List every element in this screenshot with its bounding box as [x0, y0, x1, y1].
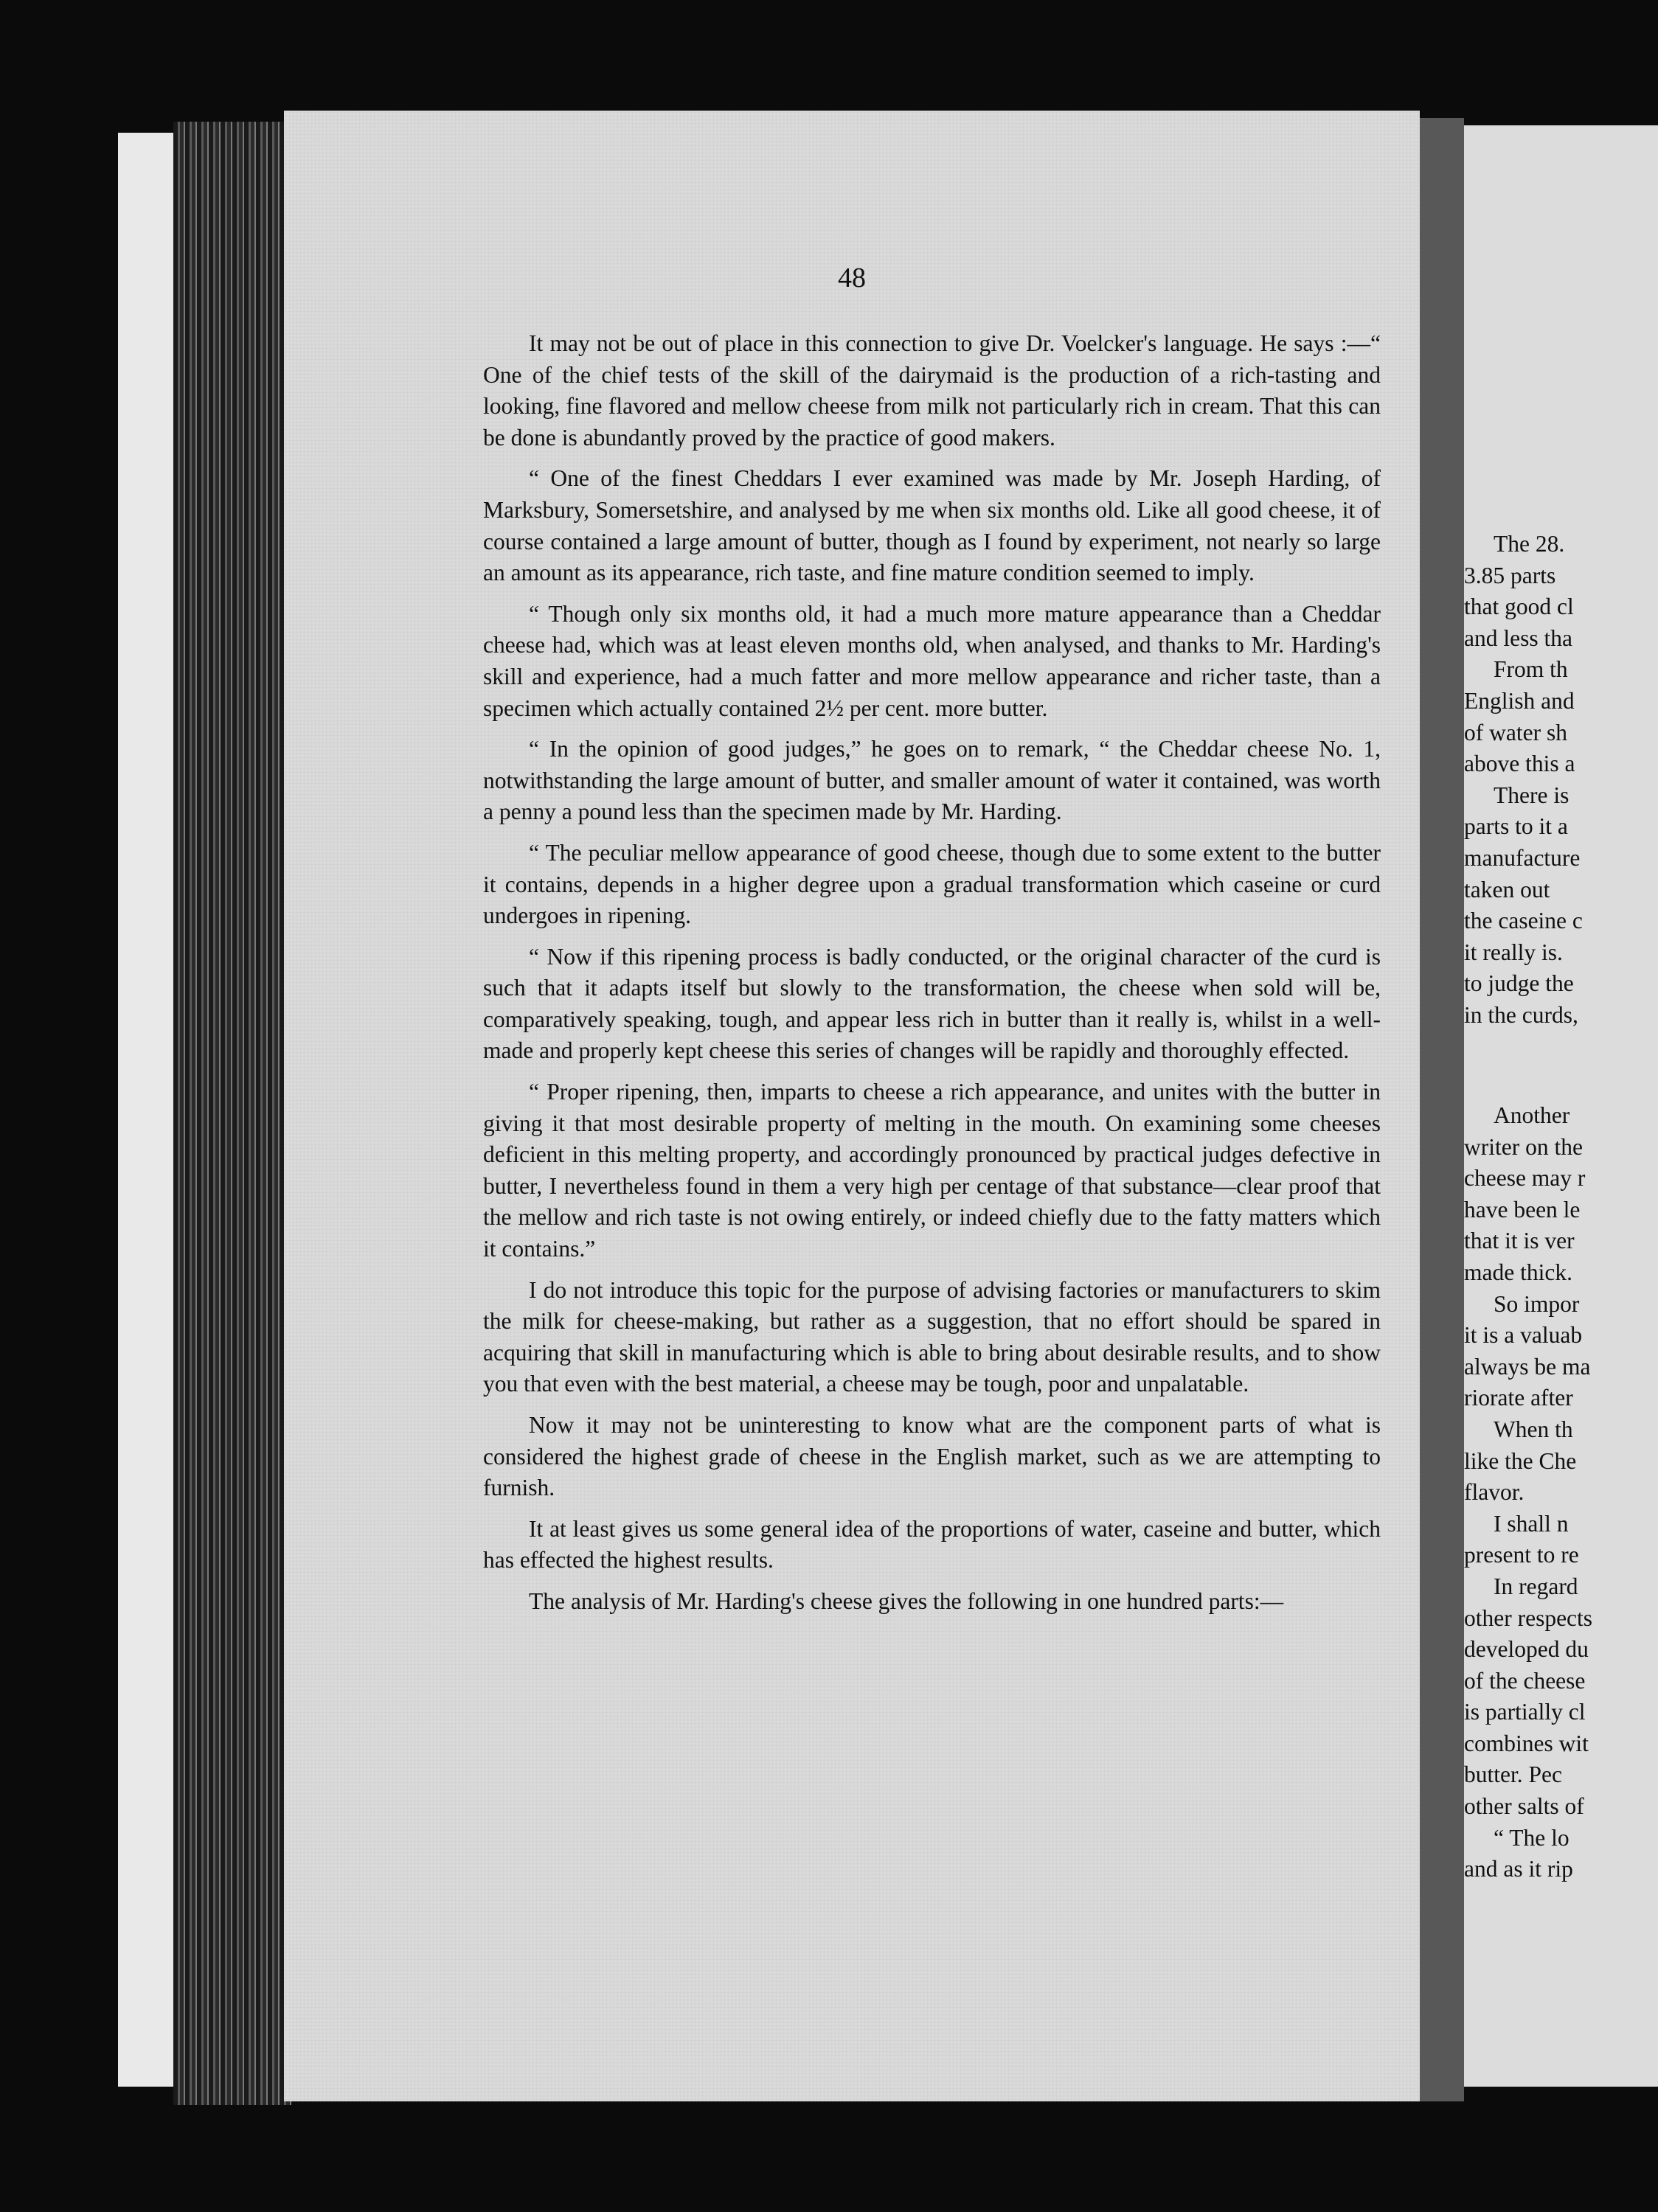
text-line: present to re: [1464, 1542, 1579, 1568]
text-line: Another: [1494, 1102, 1570, 1128]
text-line: and less tha: [1464, 625, 1572, 651]
left-page: [284, 111, 1420, 2101]
text-line: other respects: [1464, 1604, 1593, 1631]
text-line: writer on the: [1464, 1133, 1583, 1160]
text-line: of water sh: [1464, 719, 1567, 745]
paragraph: Now it may not be uninteresting to know what are the component parts of what is considered the highest grade of cheese in the English market, such as we are attempting to furnish.: [483, 1412, 1381, 1501]
text-line: the caseine c: [1464, 908, 1583, 934]
text-line: taken out: [1464, 876, 1550, 902]
text-line: have been le: [1464, 1196, 1581, 1222]
text-line: “ The lo: [1494, 1824, 1569, 1851]
text-line: I shall n: [1494, 1510, 1569, 1537]
text-line: The 28.: [1494, 531, 1565, 557]
right-page-fragment: [1464, 125, 1658, 2087]
text-line: So impor: [1494, 1290, 1580, 1317]
text-line: parts to it a: [1464, 813, 1568, 840]
text-line: like the Che: [1464, 1447, 1577, 1474]
text-line: In regard: [1494, 1573, 1578, 1599]
text-line: English and: [1464, 687, 1575, 714]
text-line: that it is ver: [1464, 1228, 1575, 1254]
page-number: 48: [838, 262, 866, 293]
text-line: butter. Pec: [1464, 1761, 1562, 1788]
text-line: other salts of: [1464, 1793, 1584, 1820]
paragraph: “ Though only six months old, it had a much more mature appearance than a Cheddar cheese had, which was at least eleven months old, when analysed, and thanks to Mr. Harding's skill and experience, had a much fatter and more mellow appearance and richer taste, than a specimen which actually contained 2½ per cent. more butter.: [483, 600, 1381, 721]
text-line: flavor.: [1464, 1479, 1525, 1506]
body-text: [483, 328, 1381, 1618]
text-line: From th: [1494, 656, 1568, 683]
text-line: made thick.: [1464, 1259, 1572, 1285]
text-line: 3.85 parts: [1464, 562, 1556, 588]
text-line: it is a valuab: [1464, 1322, 1583, 1349]
paragraph: I do not introduce this topic for the purpose of advising factories or manufacturers to skim the milk for cheese-making, but rather as a suggestion, that no effort should be spared in acquiring that skill in manufacturing which is able to bring about desirable results, and to show you that even with the best material, a cheese may be tough, poor and unpalatable.: [483, 1276, 1381, 1397]
text-line: combines wit: [1464, 1730, 1589, 1756]
paragraph: “ In the opinion of good judges,” he goes on to remark, “ the Cheddar cheese No. 1, notwithstanding the large amount of butter, and smaller amount of water it contained, was worth a penny a pound less than the specimen made by Mr. Harding.: [483, 736, 1381, 825]
text-line: cheese may r: [1464, 1165, 1586, 1192]
text-line: of the cheese: [1464, 1667, 1586, 1694]
book-gutter: [1420, 118, 1464, 2101]
paragraph: “ One of the finest Cheddars I ever examined was made by Mr. Joseph Harding, of Marksbury, Somersetshire, and analysed by me when six months old. Like all good cheese, it of course contained a large amount of butter, though as I found by experiment, not nearly so large an amount as its appearance, rich taste, and fine mature condition seemed to imply.: [483, 465, 1381, 586]
text-line: riorate after: [1464, 1385, 1573, 1411]
text-line: There is: [1494, 782, 1569, 808]
text-line: in the curds,: [1464, 1001, 1578, 1028]
paragraph: “ Proper ripening, then, imparts to cheese a rich appearance, and unites with the butter in giving it that most desirable property of melting in the mouth. On examining some cheeses deficient in this melting property, and accordingly pronounced by practical judges defective in butter, I nevertheless found in them a very high per centage of that substance—clear proof that the mellow and rich taste is not owing entirely, or indeed chiefly due to the fatty matters which it contains.”: [483, 1079, 1381, 1262]
text-line: When th: [1494, 1416, 1573, 1442]
text-line: always be ma: [1464, 1353, 1591, 1380]
right-page-text-block-1: [1464, 529, 1658, 1032]
text-line: developed du: [1464, 1636, 1589, 1663]
paragraph: “ Now if this ripening process is badly conducted, or the original character of the curd is such that it adapts itself but slowly to the transformation, the cheese when sold will be, comparatively speaking, tough, and appear less rich in butter than it really is, whilst in a well-made and properly kept cheese this series of changes will be rapidly and thoroughly effected.: [483, 943, 1381, 1064]
text-line: that good cl: [1464, 594, 1574, 620]
text-line: is partially cl: [1464, 1699, 1586, 1725]
paragraph: It at least gives us some general idea of the proportions of water, caseine and butter, which has effected the highest results.: [483, 1515, 1381, 1573]
scan-margin: [118, 133, 177, 2087]
text-line: and as it rip: [1464, 1856, 1573, 1882]
text-line: manufacture: [1464, 844, 1581, 871]
paragraph: It may not be out of place in this connection to give Dr. Voelcker's language. He says :—“ One of the chief tests of the skill of the dairymaid is the production of a rich-tasting and looking, fine flavored and mellow cheese from milk not particularly rich in cream. That this can be done is abundantly proved by the practice of good makers.: [483, 330, 1381, 451]
paragraph: “ The peculiar mellow appearance of good cheese, though due to some extent to the butter it contains, depends in a higher degree upon a gradual transformation which caseine or curd undergoes in ripening.: [483, 839, 1381, 929]
paragraph: The analysis of Mr. Harding's cheese gives the following in one hundred parts:—: [529, 1587, 1284, 1614]
text-line: it really is.: [1464, 939, 1563, 965]
book-page-edges: [173, 122, 291, 2105]
right-page-text-block-2: [1464, 1100, 1658, 1885]
text-line: above this a: [1464, 751, 1575, 777]
text-line: to judge the: [1464, 970, 1574, 997]
